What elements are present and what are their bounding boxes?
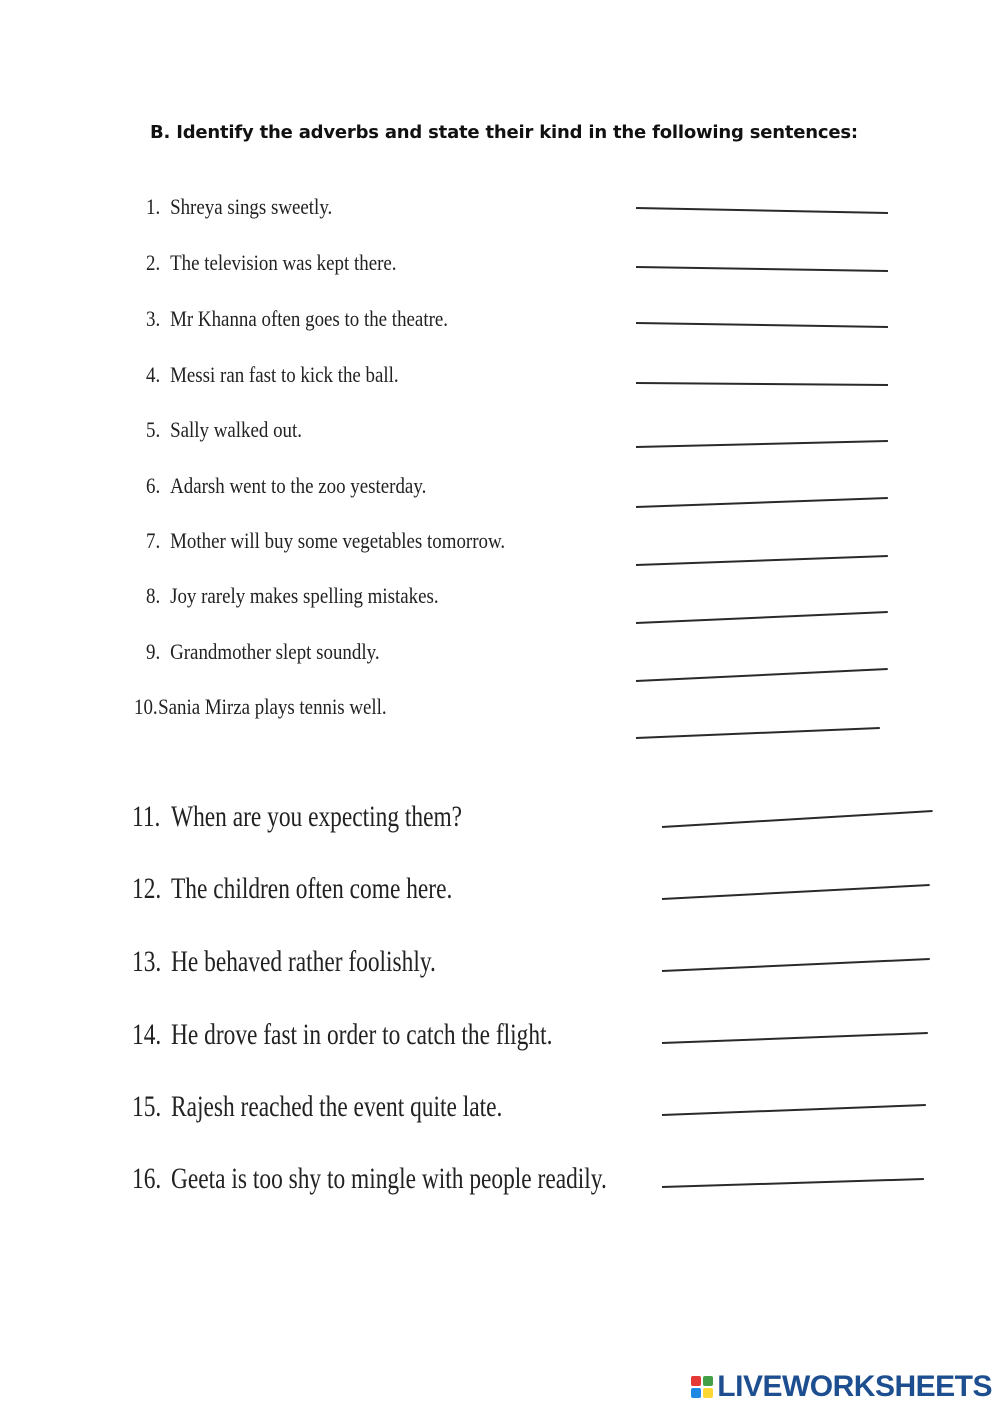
answer-line[interactable] <box>636 497 888 508</box>
liveworksheets-icon <box>691 1376 713 1398</box>
question-text: Messi ran fast to kick the ball. <box>170 362 399 387</box>
question-text: When are you expecting them? <box>171 800 463 833</box>
question-text: The television was kept there. <box>170 250 397 275</box>
question-item <box>146 194 332 220</box>
answer-line[interactable] <box>662 884 930 900</box>
question-number: 6. <box>146 473 161 498</box>
question-text: Geeta is too shy to mingle with people readily. <box>171 1162 607 1195</box>
question-number: 11. <box>132 800 161 833</box>
worksheet-heading: B. Identify the adverbs and state their kind in the following sentences: <box>150 122 858 143</box>
question-text: The children often come here. <box>171 872 453 905</box>
question-text: Sally walked out. <box>170 417 302 442</box>
question-item <box>146 417 302 443</box>
question-number: 7. <box>146 528 161 553</box>
question-text: He drove fast in order to catch the flight. <box>171 1018 553 1051</box>
liveworksheets-logo <box>691 1369 992 1405</box>
brand-text: LIVEWORKSHEETS <box>717 1370 992 1403</box>
question-item <box>146 639 380 665</box>
question-text: Sania Mirza plays tennis well. <box>158 694 387 719</box>
question-number: 10. <box>134 694 158 719</box>
question-item <box>146 362 399 388</box>
question-text: Grandmother slept soundly. <box>170 639 380 664</box>
question-number: 14. <box>132 1018 162 1051</box>
answer-line[interactable] <box>636 727 880 739</box>
question-number: 8. <box>146 583 161 608</box>
question-text: He behaved rather foolishly. <box>171 945 436 978</box>
question-number: 12. <box>132 872 162 905</box>
answer-line[interactable] <box>636 611 888 624</box>
question-text: Adarsh went to the zoo yesterday. <box>170 473 427 498</box>
question-text: Rajesh reached the event quite late. <box>171 1090 503 1123</box>
answer-line[interactable] <box>636 440 888 448</box>
question-text: Mother will buy some vegetables tomorrow. <box>170 528 506 553</box>
question-number: 16. <box>132 1162 162 1195</box>
answer-line[interactable] <box>662 1104 926 1116</box>
question-number: 5. <box>146 417 161 442</box>
answer-line[interactable] <box>662 810 933 828</box>
question-item <box>132 945 436 979</box>
answer-line[interactable] <box>636 322 888 328</box>
question-item <box>132 1018 552 1052</box>
question-number: 3. <box>146 306 161 331</box>
question-text: Joy rarely makes spelling mistakes. <box>170 583 439 608</box>
question-text: Shreya sings sweetly. <box>170 194 333 219</box>
question-number: 13. <box>132 945 162 978</box>
question-number: 9. <box>146 639 161 664</box>
question-number: 1. <box>146 194 161 219</box>
answer-line[interactable] <box>636 382 888 386</box>
answer-line[interactable] <box>636 266 888 272</box>
question-number: 4. <box>146 362 161 387</box>
question-text: Mr Khanna often goes to the theatre. <box>170 306 449 331</box>
answer-line[interactable] <box>662 1032 928 1044</box>
answer-line[interactable] <box>662 1178 924 1188</box>
answer-line[interactable] <box>636 207 888 214</box>
question-item <box>146 528 505 554</box>
question-item <box>146 473 426 499</box>
question-item <box>134 694 387 720</box>
question-item <box>132 872 452 906</box>
question-item <box>132 1090 502 1124</box>
question-item <box>132 1162 607 1196</box>
question-number: 15. <box>132 1090 162 1123</box>
question-item <box>146 306 448 332</box>
question-number: 2. <box>146 250 161 275</box>
answer-line[interactable] <box>636 555 888 566</box>
question-item <box>146 583 439 609</box>
answer-line[interactable] <box>662 958 930 972</box>
answer-line[interactable] <box>636 668 888 682</box>
question-item <box>146 250 397 276</box>
question-item <box>132 800 462 834</box>
